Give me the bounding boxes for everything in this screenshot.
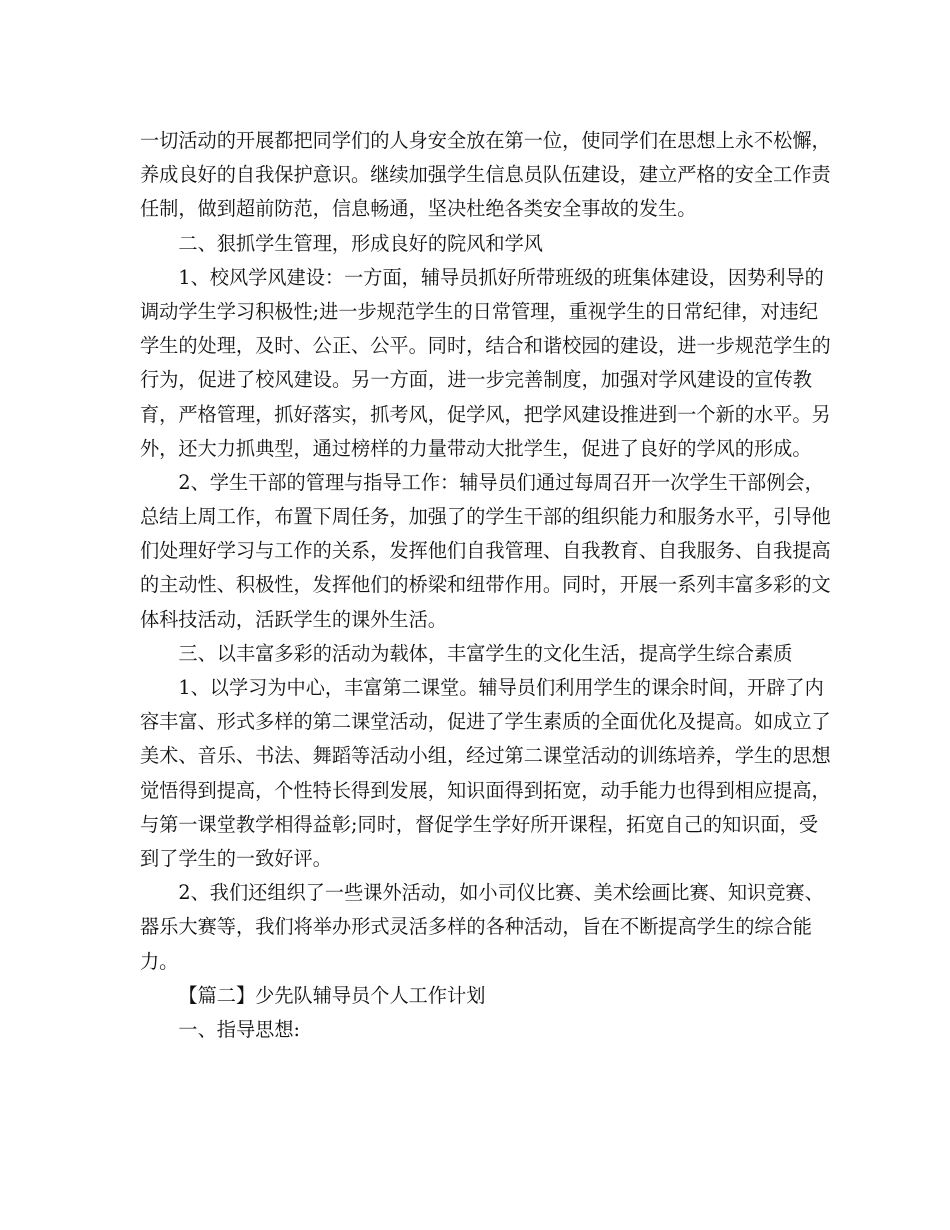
text-line: 一切活动的开展都把同学们的人身安全放在第一位，使同学们在思想上永不松懈，	[140, 129, 831, 152]
text-line: 容丰富、形式多样的第二课堂活动，促进了学生素质的全面优化及提高。如成立了	[140, 710, 831, 734]
text-line: 的主动性、积极性，发挥他们的桥梁和纽带作用。同时，开展一系列丰富多彩的文	[140, 573, 831, 597]
text-line: 外，还大力抓典型，通过榜样的力量带动大批学生，促进了良好的学风的形成。	[140, 436, 812, 460]
text-line: 美术、音乐、书法、舞蹈等活动小组，经过第二课堂活动的训练培养，学生的思想	[140, 744, 831, 768]
text-line: 到了学生的一致好评。	[140, 846, 332, 870]
text-line: 1、校风学风建设：一方面，辅导员抓好所带班级的班集体建设，因势利导的	[178, 265, 824, 289]
text-line: 们处理好学习与工作的关系，发挥他们自我管理、自我教育、自我服务、自我提高	[140, 539, 831, 563]
text-line: 体科技活动，活跃学生的课外生活。	[140, 607, 447, 631]
section-heading: 一、指导思想:	[178, 1017, 300, 1041]
text-line: 学生的处理，及时、公正、公平。同时，结合和谐校园的建设，进一步规范学生的	[140, 334, 831, 358]
text-line: 养成良好的自我保护意识。继续加强学生信息员队伍建设，建立严格的安全工作责	[140, 163, 831, 187]
text-line: 行为，促进了校风建设。另一方面，进一步完善制度，加强对学风建设的宣传教	[140, 368, 812, 392]
text-line: 2、学生干部的管理与指导工作：辅导员们通过每周召开一次学生干部例会，	[178, 470, 824, 494]
text-line: 1、以学习为中心，丰富第二课堂。辅导员们利用学生的课余时间，开辟了内	[178, 676, 824, 699]
text-line: 器乐大赛等，我们将举办形式灵活多样的各种活动，旨在不断提高学生的综合能	[140, 915, 812, 939]
section-heading: 二、狠抓学生管理，形成良好的院风和学风	[178, 231, 543, 255]
text-line: 力。	[140, 949, 179, 973]
section-heading: 三、以丰富多彩的活动为载体，丰富学生的文化生活，提高学生综合素质	[178, 641, 793, 665]
text-line: 总结上周工作，布置下周任务，加强了的学生干部的组织能力和服务水平，引导他	[140, 505, 831, 529]
text-line: 任制，做到超前防范，信息畅通，坚决杜绝各类安全事故的发生。	[140, 197, 697, 221]
text-line: 育，严格管理，抓好落实，抓考风，促学风，把学风建设推进到一个新的水平。另	[140, 402, 831, 426]
text-line: 与第一课堂教学相得益彰;同时，督促学生学好所开课程，拓宽自己的知识面，受	[140, 812, 819, 836]
text-line: 调动学生学习积极性;进一步规范学生的日常管理，重视学生的日常纪律，对违纪	[140, 299, 819, 323]
document-page	[140, 124, 831, 1047]
article-title: 【篇二】少先队辅导员个人工作计划	[178, 983, 486, 1007]
text-line: 2、我们还组织了一些课外活动，如小司仪比赛、美术绘画比赛、知识竞赛、	[178, 881, 824, 905]
text-line: 觉悟得到提高，个性特长得到发展，知识面得到拓宽，动手能力也得到相应提高，	[140, 778, 831, 802]
